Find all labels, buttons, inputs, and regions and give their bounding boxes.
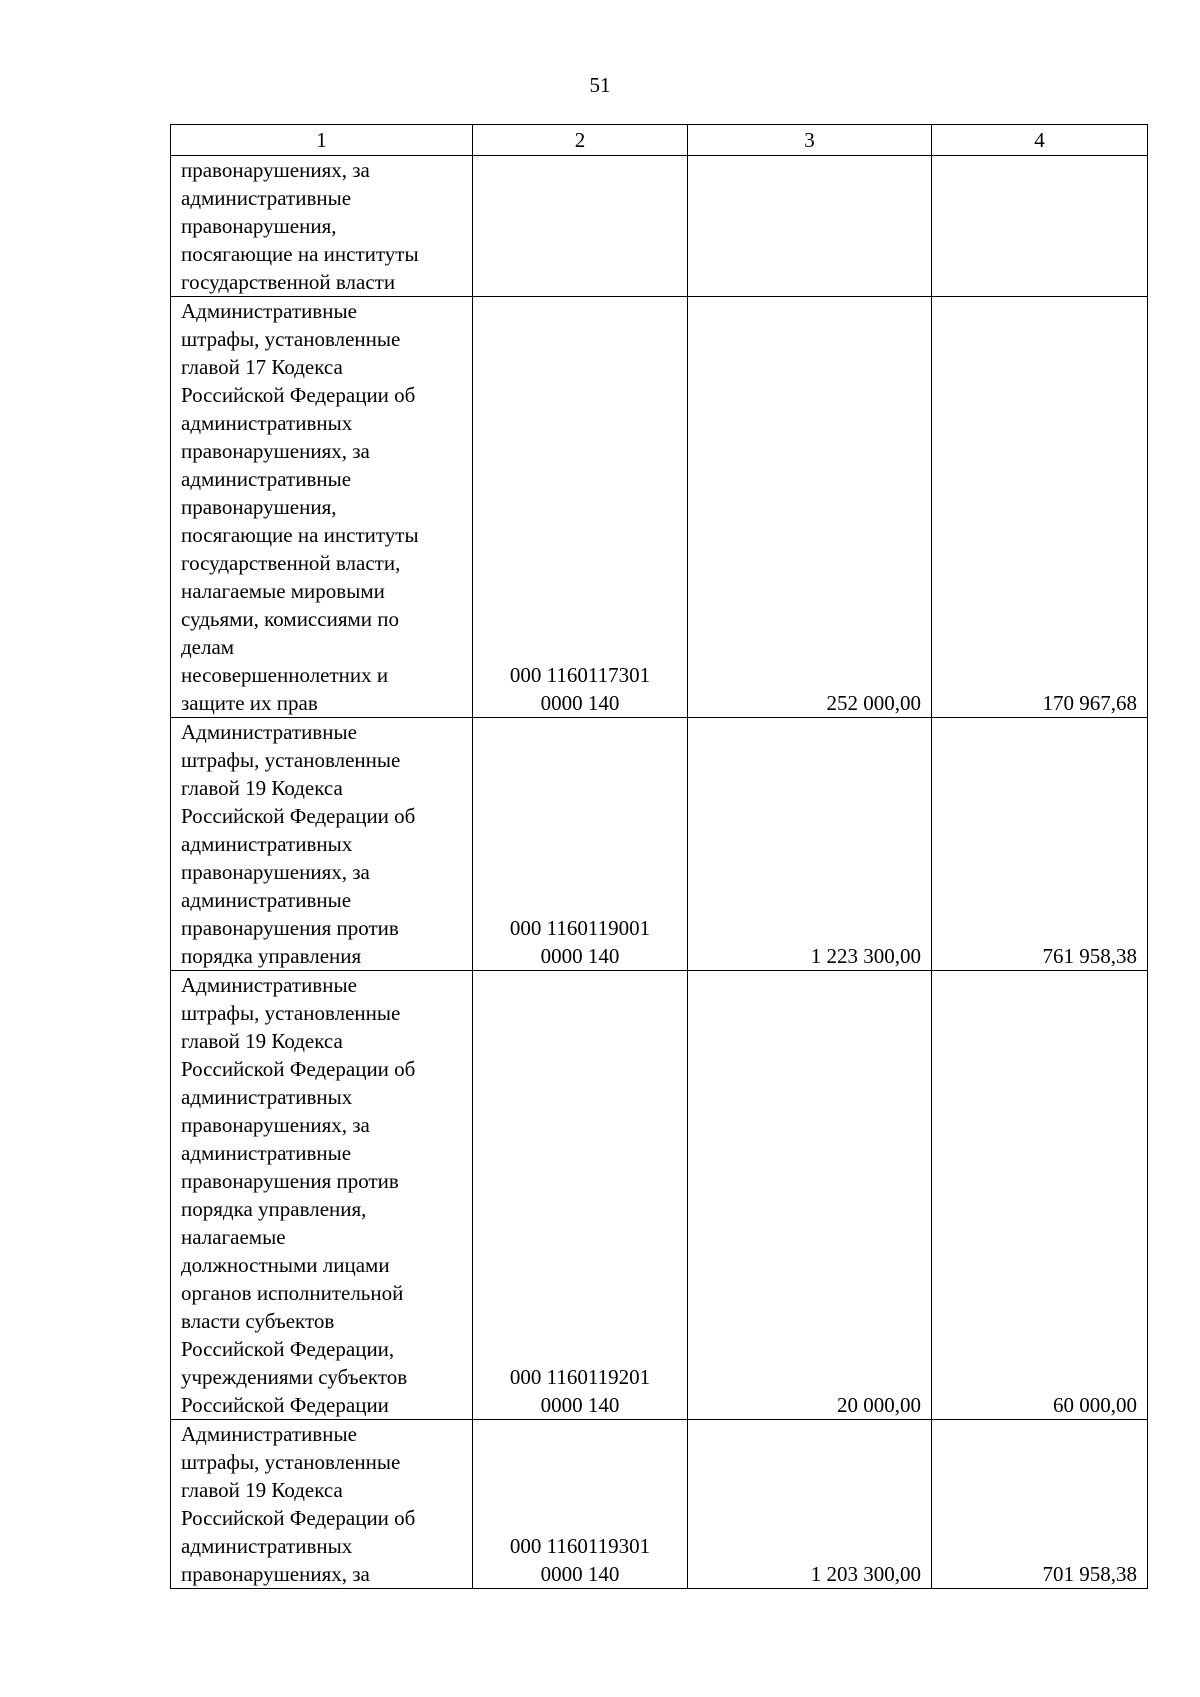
table-row — [171, 971, 1148, 1420]
row-value-col4: 170 967,68 — [932, 297, 1148, 718]
row-description: Административные штрафы, установленные главой 19 Кодекса Российской Федерации об административных правонарушениях, за административные правонарушения против порядка управления, налагаемые должностными лицами органов исполнительной власти субъектов Российской Федерации, учреждениями субъектов Российской Федерации — [171, 971, 473, 1420]
row-description: правонарушениях, за административные правонарушения, посягающие на институты государственной власти — [171, 156, 473, 297]
row-value-col4: 761 958,38 — [932, 718, 1148, 971]
row-value-col3: 20 000,00 — [688, 971, 932, 1420]
row-value-col3: 1 203 300,00 — [688, 1420, 932, 1589]
row-value-col4: 701 958,38 — [932, 1420, 1148, 1589]
table-row — [171, 297, 1148, 718]
budget-table — [170, 124, 1148, 1589]
table-header-row — [171, 125, 1148, 156]
row-value-col3 — [688, 156, 932, 297]
row-value-col4 — [932, 156, 1148, 297]
table-row — [171, 718, 1148, 971]
row-code: 000 1160119201 0000 140 — [473, 971, 688, 1420]
page-number: 51 — [589, 73, 611, 97]
row-code: 000 1160119001 0000 140 — [473, 718, 688, 971]
row-code — [473, 156, 688, 297]
row-description: Административные штрафы, установленные главой 19 Кодекса Российской Федерации об административных правонарушениях, за административные правонарушения против порядка управления — [171, 718, 473, 971]
table-row — [171, 156, 1148, 297]
column-header-4: 4 — [932, 125, 1148, 156]
row-description: Административные штрафы, установленные главой 17 Кодекса Российской Федерации об административных правонарушениях, за административные правонарушения, посягающие на институты государственной власти, налагаемые мировыми судьями, комиссиями по делам несовершеннолетних и защите их прав — [171, 297, 473, 718]
column-header-1: 1 — [171, 125, 473, 156]
table-row — [171, 1420, 1148, 1589]
column-header-3: 3 — [688, 125, 932, 156]
column-header-2: 2 — [473, 125, 688, 156]
row-value-col4: 60 000,00 — [932, 971, 1148, 1420]
row-value-col3: 252 000,00 — [688, 297, 932, 718]
row-value-col3: 1 223 300,00 — [688, 718, 932, 971]
row-code: 000 1160119301 0000 140 — [473, 1420, 688, 1589]
row-code: 000 1160117301 0000 140 — [473, 297, 688, 718]
row-description: Административные штрафы, установленные главой 19 Кодекса Российской Федерации об административных правонарушениях, за — [171, 1420, 473, 1589]
